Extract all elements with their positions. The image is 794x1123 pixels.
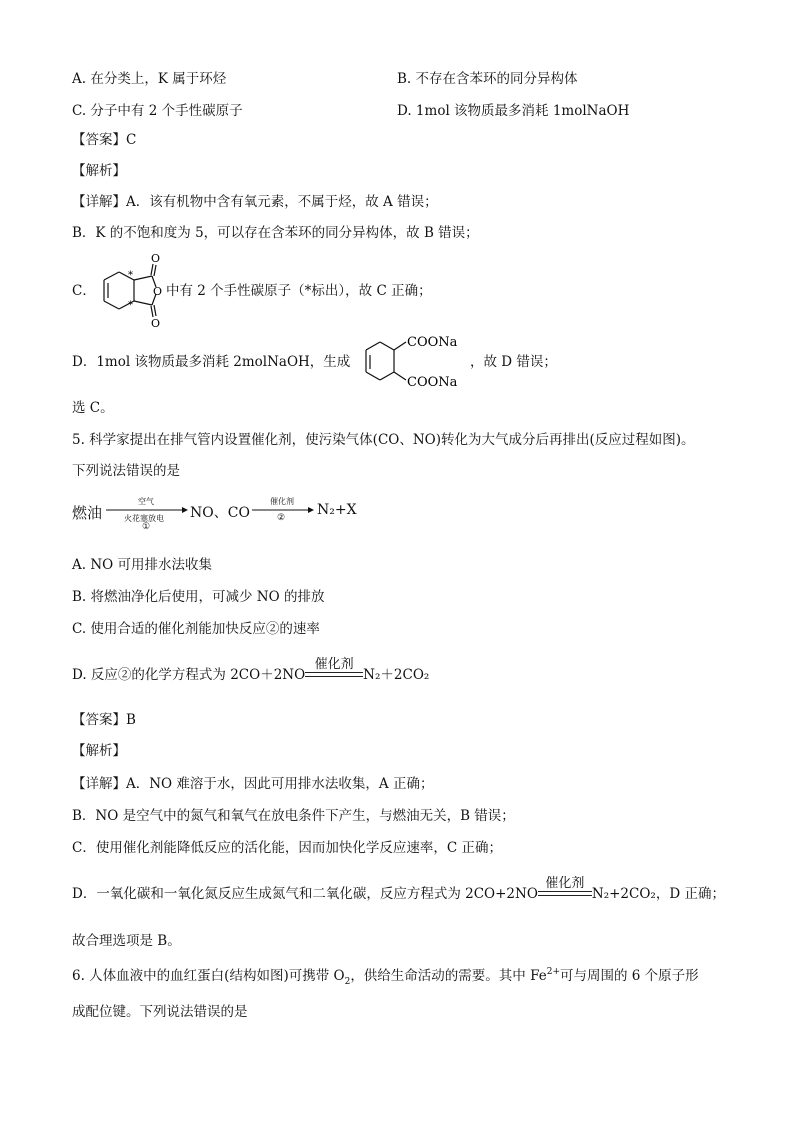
- q6-fe-sup: 2+: [546, 967, 561, 977]
- arrow1-top: 空气: [138, 497, 154, 506]
- q4-answer: 【答案】C: [72, 132, 137, 148]
- scheme-start: 燃油: [72, 504, 103, 522]
- anhydride-structure: [90, 250, 170, 330]
- q5-detail-d-suffix: N₂+2CO₂，D 正确；: [591, 886, 725, 902]
- scheme-end: N₂+X: [317, 502, 357, 518]
- dicarboxylate-structure: [350, 330, 470, 394]
- q4-detail-d-prefix: D．1mol 该物质最多消耗 2molNaOH，生成: [72, 354, 351, 370]
- q6-stem-c: 可与周围的 6 个原子形: [560, 968, 699, 984]
- coona-bottom: COONa: [407, 375, 458, 390]
- q5-option-d-suffix: N₂＋2CO₂: [363, 667, 430, 683]
- detail-catalyst-label: 催化剂: [545, 876, 585, 891]
- q5-answer: 【答案】B: [72, 712, 136, 728]
- q5-option-b: B. 将燃油净化后使用，可减少 NO 的排放: [72, 589, 325, 605]
- q4-detail-c-prefix: C．: [72, 283, 96, 299]
- q5-detail-b: B．NO 是空气中的氮气和氧气在放电条件下产生，与燃油无关，B 错误；: [72, 808, 515, 824]
- arrow1-num: ①: [142, 522, 151, 532]
- q4-conclusion: 选 C。: [72, 400, 114, 416]
- carbonyl-o-bottom: O: [151, 317, 161, 330]
- arrow1-bottom: 火花塞放电: [124, 514, 164, 523]
- q5-option-d: [72, 657, 430, 685]
- q4-detail-b: B．K 的不饱和度为 5，可以存在含苯环的同分异构体，故 B 错误；: [72, 225, 479, 241]
- q5-stem-line2: 下列说法错误的是: [72, 463, 180, 479]
- q4-analysis-label: 【解析】: [72, 163, 126, 179]
- ring-o: O: [153, 285, 163, 298]
- catalyst-label: 催化剂: [314, 657, 354, 672]
- q5-stem-line1: 5. 科学家提出在排气管内设置催化剂，使污染气体(CO、NO)转化为大气成分后再排出(反应过程如图)。: [72, 432, 695, 448]
- arrow2-num: ②: [277, 513, 286, 523]
- q5-option-a: A. NO 可用排水法收集: [72, 557, 213, 573]
- q5-conclusion: 故合理选项是 B。: [72, 933, 181, 949]
- q5-detail-c: C．使用催化剂能降低反应的活化能，因而加快化学反应速率，C 正确；: [72, 840, 502, 856]
- reaction-scheme: [72, 496, 372, 536]
- q6-stem-line2: 成配位键。下列说法错误的是: [72, 1004, 248, 1020]
- q4-option-d: D. 1mol 该物质最多消耗 1molNaOH: [397, 103, 630, 119]
- q4-option-a: A. 在分类上，K 属于环烃: [72, 71, 227, 87]
- carbonyl-o-top: O: [151, 252, 161, 265]
- q5-detail-a: 【详解】A．NO 难溶于水，因此可用排水法收集，A 正确；: [72, 776, 434, 792]
- coona-top: COONa: [407, 335, 458, 350]
- q6-o2-sub: 2: [344, 977, 351, 987]
- q6-stem-b: ，供给生命活动的需要。其中 Fe: [350, 968, 547, 984]
- q6-stem-line1: [72, 966, 699, 988]
- q5-analysis-label: 【解析】: [72, 743, 126, 759]
- detail-catalyst-equals: [538, 877, 592, 896]
- arrow2-top: 催化剂: [270, 497, 294, 506]
- q4-option-c: C. 分子中有 2 个手性碳原子: [72, 103, 243, 119]
- scheme-mid: NO、CO: [190, 505, 250, 521]
- q4-option-b: B. 不存在含苯环的同分异构体: [397, 71, 578, 87]
- q5-option-c: C. 使用合适的催化剂能加快反应②的速率: [72, 621, 320, 637]
- q4-detail-c-suffix: 中有 2 个手性碳原子（*标出），故 C 正确；: [166, 283, 432, 299]
- q5-detail-d-prefix: D．一氧化碳和一氧化氮反应生成氮气和二氧化碳，反应方程式为 2CO+2NO: [72, 886, 538, 902]
- q4-detail-a: 【详解】A．该有机物中含有氧元素，不属于烃，故 A 错误；: [72, 194, 438, 210]
- catalyst-equals: [305, 658, 363, 677]
- q5-detail-d: [72, 876, 725, 904]
- q5-option-d-prefix: D. 反应②的化学方程式为 2CO＋2NO: [72, 667, 306, 683]
- q4-detail-d-suffix: ，故 D 错误；: [470, 354, 557, 370]
- chiral-star-top: *: [128, 270, 133, 281]
- q6-stem-a: 6. 人体血液中的血红蛋白(结构如图)可携带 O: [72, 968, 345, 984]
- chiral-star-bottom: *: [128, 300, 133, 311]
